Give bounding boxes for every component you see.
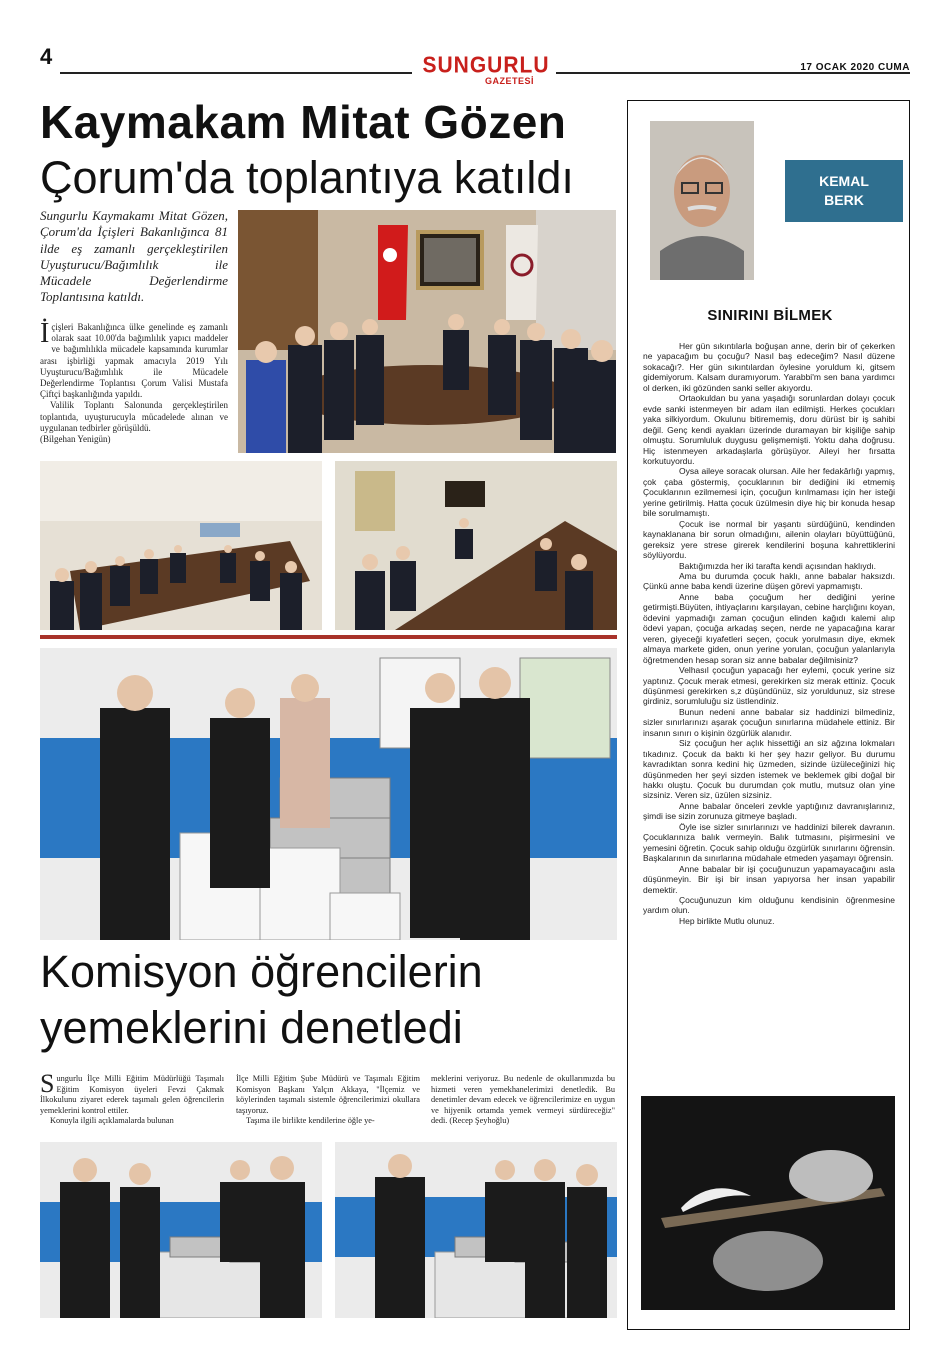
article1-lead: Sungurlu Kaymakamı Mitat Gözen, Çorum'da İçişleri Bakanlığınca 81 ilde eş zamanlı gerçekleştirilen Uyuşturucu/Bağımlılık ile Mücadele Değerlendirme Toplantısına katıldı. <box>40 208 228 305</box>
column-paragraph: Siz çocuğun her açlık hissettiği an siz ağzına lokmaları tıkadınız. Çocuk da baktı ki her şey hazır geliyor. Bu durumu kavradıktan sonra kedini hiç üzmeden, sizinde üzüleceğinizi hiç düşünmeden her şeyi sizden istemek ve beklemek gibi doğal bir hakkı oluştu. Çocuk bu durumdan çok mutlu, mutsuz olan yine sizsiniz. Veren siz, üzülen sizsiniz. <box>643 738 895 801</box>
column-paragraph: Her gün sıkıntılarla boğuşan anne, derin bir of çekerken ne yapacağım bu çocuğu? Nasıl baş edeceğim? Nasıl düzene sokacağı?. Her gün sıkıntılardan öylesine yoruldum ki, gitsem gidemiyorum. Kalsam duramıyorum. Yarabbi'm sen bana yardımcı ol derken, iki gözünden sanki seller akıyordu. <box>643 341 895 393</box>
page-number: 4 <box>40 44 53 69</box>
masthead-subtitle: GAZETESİ <box>484 76 534 86</box>
article2-column-2 <box>236 1074 420 1127</box>
column-title: SINIRINI BİLMEK <box>707 307 833 324</box>
article2-paragraph: meklerini veriyoruz. Bu nedenle de okullarımızda bu hizmeti veren yemekhanelerimizi denetledik. Bu denetimler devam edecek ve öğrencilerimize en uygun ve hijyenik ortamda yemek vermeyi sürdüreceğiz" dedi. (Recep Şeyhoğlu) <box>431 1074 615 1125</box>
column-paragraph: Öyle ise sizler sınırlarınızı ve haddinizi bilerek davranın. Çocuklarınıza balık vermeyin. Balık tutmasını, pişirmesini ve yemesini öğretin. Çocuk sahip olduğu özgürlük sınırlarını öğrensin. Başkalarının da sınırlarına müdahale etmeden yaşamayı öğrensin. <box>643 821 895 864</box>
meeting-photo-right <box>335 461 617 630</box>
headline-komisyon <box>40 944 620 1056</box>
meeting-photo-left <box>40 461 322 630</box>
subheadline-corum: Çorum'da toplantıya katıldı <box>40 152 574 203</box>
author-last-name: BERK <box>824 192 864 208</box>
author-name-box <box>785 160 903 222</box>
author-first-name: KEMAL <box>819 173 869 189</box>
column-paragraph: Ama bu durumda çocuk haklı, anne babalar haksızdı. Çünkü anne baba kendi üzerine düşen görevi yapmamıştı. <box>643 570 895 592</box>
dropcap: S <box>40 1069 55 1098</box>
article2-paragraph: Taşıma ile birlikte kendilerine öğle ye- <box>246 1116 375 1125</box>
dropcap: İ <box>40 318 50 349</box>
column-paragraph: Anne babalar önceleri zevkle yaptığınız davranışlarınız, şimdi ise sizin zorunuza gitmeye başladı. <box>643 800 895 822</box>
author-photo <box>650 121 754 280</box>
column-paragraph: Baktığımızda her iki tarafta kendi açısından haklıydı. <box>679 560 877 571</box>
masthead-logo <box>416 52 556 89</box>
issue-date: 17 OCAK 2020 CUMA <box>800 62 910 73</box>
headline-line: yemeklerini denetledi <box>40 1002 463 1053</box>
canteen-photo-main <box>40 648 617 940</box>
column-paragraph: Anne babalar bir işi çocuğunuzun yapamayacağını asla düşünmeyin. Bir işi bir insan yapıyorsa her insan yapabilir demektir. <box>643 863 895 895</box>
header-rule-left <box>60 72 412 74</box>
article2-paragraph: Konuyla ilgili açıklamalarda bulunan <box>50 1116 174 1125</box>
article2-paragraph: ungurlu İlçe Milli Eğitim Müdürlüğü Taşımalı Eğitim Komisyon üyeleri Fevzi Çakmak İlkokulunu ziyaret ederek taşımalı gelen öğrencilerin yemeklerini kontrol ettiler. <box>40 1074 224 1115</box>
column-paragraph: Bunun nedeni anne babalar siz haddinizi bilmediniz, sizler sınırlarınızı aşarak çocuğun sınırlarına müdahele ettiniz. Bir insanın sınırı o kişinin özgürlük alanıdır. <box>643 706 895 738</box>
section-divider <box>40 635 617 639</box>
article2-column-3 <box>431 1074 615 1127</box>
column-paragraph: Ortaokuldan bu yana yaşadığı sorunlardan dolayı çocuk evde sanki istenmeyen bir adam ilan edilmişti. Herkes çocukları yaka silkiyordum. Okulunu bitirememiş, doru dürüst bir iş sahibi değil. Genç kendi ayakları üzerinde duramayan bir kişiliğe sahip olmuştu. Sorumluluk duygusu gelişmemişti. Yoktu daha doğrusu. Hiç istenmeyen arkadaşlarla görüşüyor. Aileyi her fırsatta korkutuyordu. <box>643 393 895 466</box>
meeting-photo-main <box>238 210 616 453</box>
canteen-photo-left <box>40 1142 322 1318</box>
column-paragraph: Çocuğunuzun kim olduğunu kendisinin öğrenmesine yardım olun. <box>643 895 895 916</box>
column-paragraph: Velhasıl çocuğun yapacağı her eylemi, çocuk yerine siz yaptınız. Çocuk merak etmesi, gerekirken siz merak ettiniz. Çocuk düşünmesi gerekirken s,z düşündünüz, siz yoruldunuz, siz strese girdiniz, sorumluluğu siz üstlendiniz. <box>643 665 895 707</box>
canteen-photo-right <box>335 1142 617 1318</box>
article1-paragraph: çişleri Bakanlığınca ülke genelinde eş zamanlı olarak saat 10.00'da bağımlılık yapıcı maddeler ve bağımlılıkla mücadele kapsamında kurumlar arası işbirliği yapmak amacıyla 2019 Yılı Uyuşturucu/Bağımlılık ile Mücadele Değerlendirme Toplantısı Çorum Valisi Mustafa Çiftçi başkanlığında yapıldı. <box>40 322 228 400</box>
balance-stones-image <box>641 1096 895 1310</box>
article1-byline: (Bilgehan Yenigün) <box>40 434 111 445</box>
headline-line: Komisyon öğrencilerin <box>40 946 483 997</box>
headline-kaymakam: Kaymakam Mitat Gözen <box>40 96 567 148</box>
article1-paragraph: Valilik Toplantı Salonunda gerçekleştirilen toplantıda, uyuşturucuyla mücadelede alınan ve uygulanan tedbirler görüşüldü. <box>40 400 228 433</box>
column-paragraph: Hep birlikte Mutlu olunuz. <box>679 915 775 926</box>
column-paragraph: Oysa aileye soracak olursan. Aile her fedakârlığı yapmış, çok çaba göstermiş, çocuklarının bir dediğini iki etmemiş Çocuklarının ezilmemesi için, çocuğun kırılmaması için her isteği yerine getirilmiş. Hatta çocuk üzülmesin diye hiç bir konuda hesap bile sorulmamıştı. <box>643 466 895 519</box>
column-body <box>643 341 895 926</box>
column-paragraph: Anne baba çocuğum her dediğini yerine getirmişti.Büyüten, ihtiyaçlarını karşılayan, cebine harçlığını koyan, ödevini yapmadığı zaman çocuğun elinden kağıdı kalemi alıp ödevi yapan, çocuğa arkadaş seçen, nerde ne yapacağına karar veren, giyeceği kıyafetleri seçen, çocuk yorulmasın diye, ekmek almaya markete giden, onun yerine yorulan, çocuğun yalanlarıyla öğretmenden hesap soran siz anne babalar değilmisiniz? <box>643 591 895 665</box>
article2-column-1 <box>40 1069 224 1127</box>
article2-paragraph: İlçe Milli Eğitim Şube Müdürü ve Taşımalı Eğitim Komisyon Başkanı Yalçın Akkaya, "İlçemiz ve köylerinden taşımalı sistemle öğrencilerimizi okullara taşıyoruz. <box>236 1074 420 1115</box>
article1-body <box>40 318 228 445</box>
masthead-title: SUNGURLU <box>422 52 550 79</box>
column-paragraph: Çocuk ise normal bir yaşantı sürdüğünü, kendinden kaynaklanana bir sorun olmadığını, ailenin olayları büyüttüğünü, gereksiz yere strese girerek kendilerini boşuna kahrettiklerini söylüyordu. <box>643 518 895 561</box>
